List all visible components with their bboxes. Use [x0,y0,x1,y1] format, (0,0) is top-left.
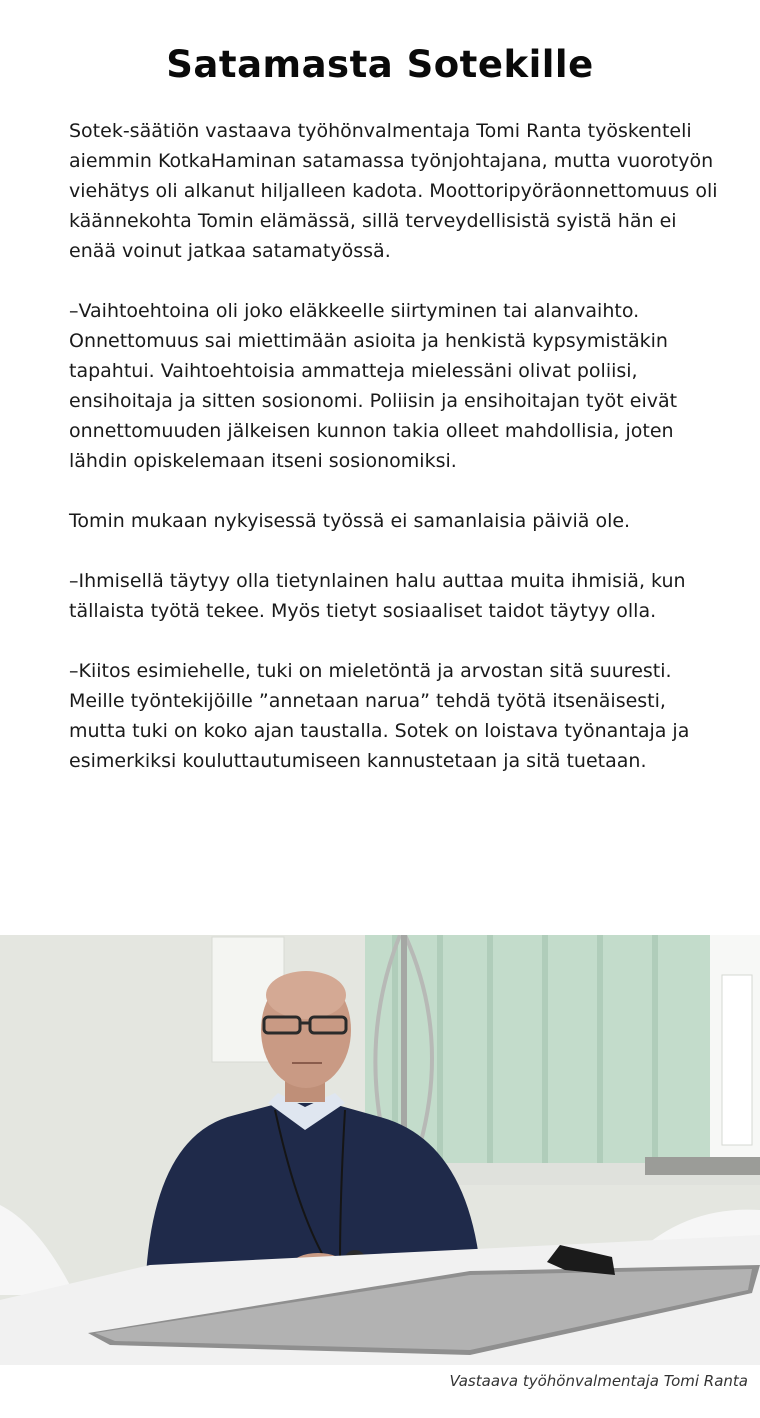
portrait-photo [0,935,760,1365]
paragraph-1: Sotek-säätiön vastaava työhönvalmentaja Tomi Ranta työskenteli aiemmin KotkaHaminan satamassa työnjohtajana, mutta vuorotyön viehätys oli alkanut hiljalleen kadota. Moottoripyöräonnettomuus oli käännekohta Tomin elämässä, sillä terveydellisistä syistä hän ei enää voinut jatkaa satamatyössä. [69,120,718,262]
article-body [69,116,719,806]
page-title: Satamasta Sotekille [166,42,594,86]
paragraph-5: –Kiitos esimiehelle, tuki on mieletöntä ja arvostan sitä suuresti. Meille työntekijöille ”annetaan narua” tehdä työtä itsenäisesti, mutta tuki on koko ajan taustalla. Sotek on loistava työnantaja ja esimerkiksi kouluttautumiseen kannustetaan ja sitä tuetaan. [69,660,690,772]
paragraph-3: Tomin mukaan nykyisessä työssä ei samanlaisia päiviä ole. [69,510,631,532]
photo-caption: Vastaava työhönvalmentaja Tomi Ranta [449,1372,748,1390]
portrait-illustration [0,935,760,1365]
radiator [645,1157,760,1175]
paragraph-2: –Vaihtoehtoina oli joko eläkkeelle siirtyminen tai alanvaihto. Onnettomuus sai miettimään asioita ja henkistä kypsymistäkin tapahtui. Vaihtoehtoisia ammatteja mielessäni olivat poliisi, ensihoitaja ja sitten sosionomi. Poliisin ja ensihoitajan työt eivät onnettomuuden jälkeisen kunnon takia olleet mahdollisia, joten lähdin opiskelemaan itseni sosionomiksi. [69,300,678,472]
paragraph-4: –Ihmisellä täytyy olla tietynlainen halu auttaa muita ihmisiä, kun tällaista työtä tekee. Myös tietyt sosiaaliset taidot täytyy olla. [69,570,686,622]
